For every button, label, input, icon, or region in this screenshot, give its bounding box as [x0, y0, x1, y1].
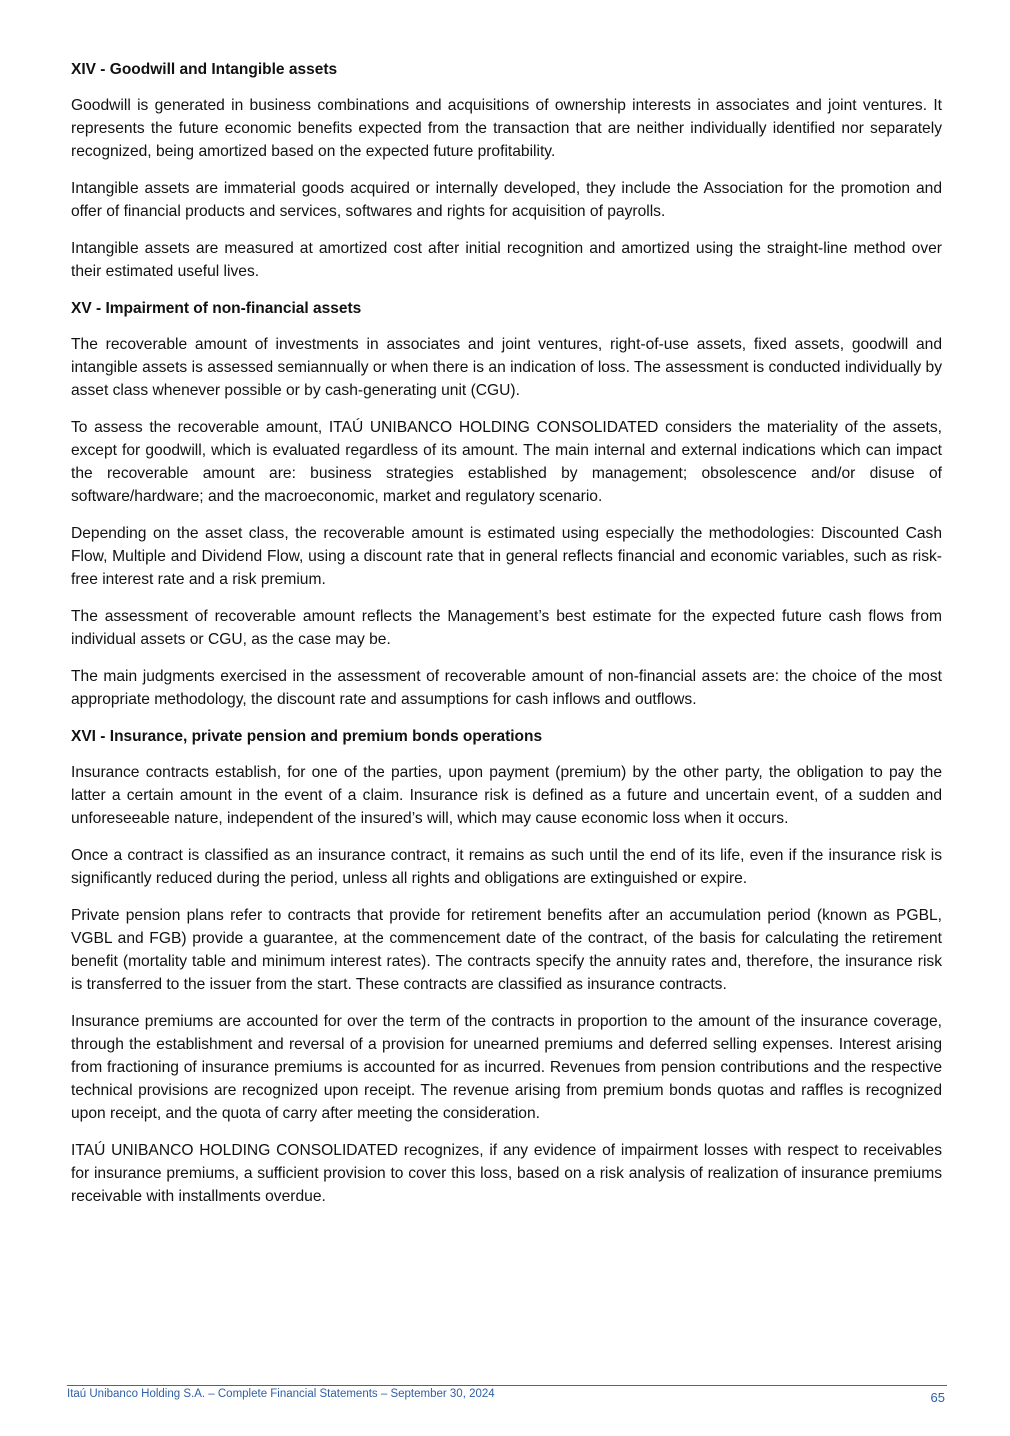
paragraph: To assess the recoverable amount, ITAÚ UNIBANCO HOLDING CONSOLIDATED considers the materiality of the assets, except for goodwill, which is evaluated regardless of its amount. The main internal and external indications which can impact the recoverable amount are: business strategies established by management; obsolescence and/or disuse of software/hardware; and the macroeconomic, market and regulatory scenario. — [71, 419, 942, 505]
footer-text: Itaú Unibanco Holding S.A. – Complete Financial Statements – September 30, 2024 — [67, 1388, 495, 1400]
paragraph: The assessment of recoverable amount reflects the Management’s best estimate for the expected future cash flows from individual assets or CGU, as the case may be. — [71, 608, 942, 648]
paragraph: Intangible assets are measured at amortized cost after initial recognition and amortized using the straight-line method over their estimated useful lives. — [71, 240, 942, 280]
document-body — [71, 58, 942, 1222]
paragraph: Goodwill is generated in business combinations and acquisitions of ownership interests in associates and joint ventures. It represents the future economic benefits expected from the transaction that are neither individually identified nor separately recognized, being amortized based on the expected future profitability. — [71, 97, 942, 160]
section-heading: XV - Impairment of non-financial assets — [71, 300, 362, 317]
paragraph: Once a contract is classified as an insurance contract, it remains as such until the end of its life, even if the insurance risk is significantly reduced during the period, unless all rights and obligations are extinguished or expire. — [71, 847, 942, 887]
section-heading: XIV - Goodwill and Intangible assets — [71, 61, 338, 78]
paragraph: Insurance contracts establish, for one of the parties, upon payment (premium) by the other party, the obligation to pay the latter a certain amount in the event of a claim. Insurance risk is defined as a future and uncertain event, of a sudden and unforeseeable nature, independent of the insured’s will, which may cause economic loss when it occurs. — [71, 764, 942, 827]
paragraph: The main judgments exercised in the assessment of recoverable amount of non-financial assets are: the choice of the most appropriate methodology, the discount rate and assumptions for cash inflows and outflows. — [71, 668, 942, 708]
paragraph: Depending on the asset class, the recoverable amount is estimated using especially the methodologies: Discounted Cash Flow, Multiple and Dividend Flow, using a discount rate that in general reflects financial and economic variables, such as risk-free interest rate and a risk premium. — [71, 525, 942, 588]
page-footer — [67, 1385, 947, 1405]
section-goodwill-intangible — [71, 58, 942, 283]
section-heading: XVI - Insurance, private pension and premium bonds operations — [71, 728, 543, 745]
section-impairment — [71, 297, 942, 711]
section-insurance — [71, 725, 942, 1208]
paragraph: ITAÚ UNIBANCO HOLDING CONSOLIDATED recognizes, if any evidence of impairment losses with respect to receivables for insurance premiums, a sufficient provision to cover this loss, based on a risk analysis of realization of insurance premiums receivable with installments overdue. — [71, 1142, 942, 1205]
paragraph: Intangible assets are immaterial goods acquired or internally developed, they include the Association for the promotion and offer of financial products and services, softwares and rights for acquisition of payrolls. — [71, 180, 942, 220]
page-number: 65 — [930, 1390, 945, 1405]
paragraph: Insurance premiums are accounted for over the term of the contracts in proportion to the amount of the insurance coverage, through the establishment and reversal of a provision for unearned premiums and deferred selling expenses. Interest arising from fractioning of insurance premiums is accounted for as incurred. Revenues from pension contributions and the respective technical provisions are recognized upon receipt. The revenue arising from premium bonds quotas and raffles is recognized upon receipt, and the quota of carry after meeting the consideration. — [71, 1013, 942, 1122]
paragraph: Private pension plans refer to contracts that provide for retirement benefits after an accumulation period (known as PGBL, VGBL and FGB) provide a guarantee, at the commencement date of the contract, of the basis for calculating the retirement benefit (mortality table and minimum interest rates). The contracts specify the annuity rates and, therefore, the insurance risk is transferred to the issuer from the start. These contracts are classified as insurance contracts. — [71, 907, 942, 993]
paragraph: The recoverable amount of investments in associates and joint ventures, right-of-use assets, fixed assets, goodwill and intangible assets is assessed semiannually or when there is an indication of loss. The assessment is conducted individually by asset class whenever possible or by cash-generating unit (CGU). — [71, 336, 942, 399]
